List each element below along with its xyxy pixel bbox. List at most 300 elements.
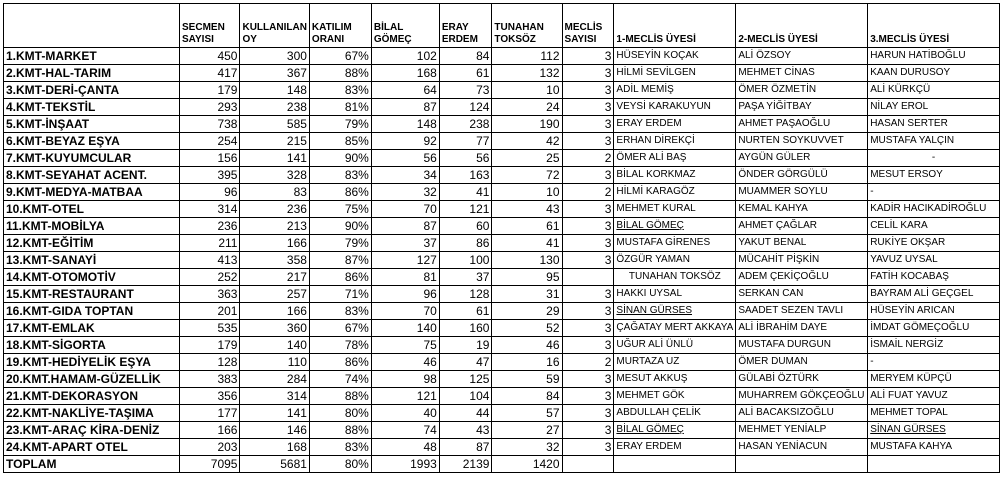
table-row xyxy=(4,303,1000,320)
cell-uye1: MESUT AKKUŞ xyxy=(614,371,736,388)
cell-uye2: AYGÜN GÜLER xyxy=(736,150,868,167)
cell-eray: 47 xyxy=(439,354,492,371)
cell-kullanilan: 238 xyxy=(240,99,309,116)
cell-meclis: 3 xyxy=(562,116,614,133)
table-row xyxy=(4,82,1000,99)
cell-bilal: 32 xyxy=(371,184,439,201)
cell-kullanilan: 300 xyxy=(240,48,309,65)
cell-kullanilan: 148 xyxy=(240,82,309,99)
cell-uye2: ÖMER ÖZMETİN xyxy=(736,82,868,99)
cell-uye3: FATİH KOCABAŞ xyxy=(868,269,1000,286)
cell-bilal: 64 xyxy=(371,82,439,99)
cell-name: 3.KMT-DERİ-ÇANTA xyxy=(4,82,180,99)
table-row xyxy=(4,218,1000,235)
table-row xyxy=(4,184,1000,201)
cell-name: 23.KMT-ARAÇ KİRA-DENİZ xyxy=(4,422,180,439)
cell-kullanilan: 215 xyxy=(240,133,309,150)
cell-kullanilan: 360 xyxy=(240,320,309,337)
table-row xyxy=(4,354,1000,371)
cell-uye2: MUAMMER SOYLU xyxy=(736,184,868,201)
cell-meclis: 3 xyxy=(562,167,614,184)
cell-meclis: 3 xyxy=(562,65,614,82)
cell-eray: 43 xyxy=(439,422,492,439)
header-tunahan: TUNAHAN TOKSÖZ xyxy=(492,4,562,48)
cell-katilim: 90% xyxy=(309,150,371,167)
cell-eray: 100 xyxy=(439,252,492,269)
cell-tunahan: 57 xyxy=(492,405,562,422)
cell-uye2: ALİ İBRAHİM DAYE xyxy=(736,320,868,337)
cell-uye2: AHMET ÇAĞLAR xyxy=(736,218,868,235)
cell-tunahan: 61 xyxy=(492,218,562,235)
cell-katilim: 74% xyxy=(309,371,371,388)
cell-uye1: ABDULLAH ÇELİK xyxy=(614,405,736,422)
header-uye2: 2-MECLİS ÜYESİ xyxy=(736,4,868,48)
cell-kullanilan: 284 xyxy=(240,371,309,388)
cell-eray: 84 xyxy=(439,48,492,65)
cell-name: 10.KMT-OTEL xyxy=(4,201,180,218)
cell-kullanilan: 358 xyxy=(240,252,309,269)
cell-katilim: 88% xyxy=(309,422,371,439)
cell-uye1: BİLAL GÖMEÇ xyxy=(614,422,736,439)
cell-bilal: 81 xyxy=(371,269,439,286)
cell-uye1: HÜSEYİN KOÇAK xyxy=(614,48,736,65)
cell-bilal: 75 xyxy=(371,337,439,354)
total-uye3 xyxy=(868,456,1000,473)
cell-uye2: SERKAN CAN xyxy=(736,286,868,303)
cell-meclis: 3 xyxy=(562,422,614,439)
table-row xyxy=(4,201,1000,218)
cell-bilal: 37 xyxy=(371,235,439,252)
cell-secmen: 738 xyxy=(180,116,240,133)
cell-meclis: 3 xyxy=(562,371,614,388)
cell-eray: 125 xyxy=(439,371,492,388)
cell-kullanilan: 166 xyxy=(240,303,309,320)
cell-meclis: 3 xyxy=(562,388,614,405)
cell-bilal: 127 xyxy=(371,252,439,269)
cell-tunahan: 24 xyxy=(492,99,562,116)
cell-tunahan: 42 xyxy=(492,133,562,150)
cell-secmen: 96 xyxy=(180,184,240,201)
cell-katilim: 83% xyxy=(309,167,371,184)
cell-secmen: 201 xyxy=(180,303,240,320)
cell-secmen: 314 xyxy=(180,201,240,218)
cell-name: 17.KMT-EMLAK xyxy=(4,320,180,337)
cell-meclis: 3 xyxy=(562,439,614,456)
cell-katilim: 83% xyxy=(309,82,371,99)
cell-kullanilan: 236 xyxy=(240,201,309,218)
cell-uye1: ERAY ERDEM xyxy=(614,439,736,456)
cell-eray: 121 xyxy=(439,201,492,218)
total-meclis xyxy=(562,456,614,473)
cell-uye2: ADEM ÇEKİÇOĞLU xyxy=(736,269,868,286)
table-body xyxy=(4,48,1000,456)
cell-uye1: ÇAĞATAY MERT AKKAYA xyxy=(614,320,736,337)
cell-meclis: 2 xyxy=(562,150,614,167)
cell-kullanilan: 146 xyxy=(240,422,309,439)
total-tunahan: 1420 xyxy=(492,456,562,473)
table-row xyxy=(4,150,1000,167)
cell-uye2: ALİ ÖZSOY xyxy=(736,48,868,65)
cell-meclis: 3 xyxy=(562,218,614,235)
table-row xyxy=(4,252,1000,269)
cell-uye1: UĞUR ALİ ÜNLÜ xyxy=(614,337,736,354)
cell-eray: 19 xyxy=(439,337,492,354)
cell-uye1: ERHAN DİREKÇİ xyxy=(614,133,736,150)
cell-secmen: 179 xyxy=(180,82,240,99)
cell-eray: 238 xyxy=(439,116,492,133)
cell-name: 1.KMT-MARKET xyxy=(4,48,180,65)
cell-uye3: MUSTAFA YALÇIN xyxy=(868,133,1000,150)
table-row xyxy=(4,65,1000,82)
cell-uye2: MEHMET CİNAS xyxy=(736,65,868,82)
cell-katilim: 87% xyxy=(309,252,371,269)
cell-secmen: 203 xyxy=(180,439,240,456)
cell-eray: 77 xyxy=(439,133,492,150)
cell-eray: 37 xyxy=(439,269,492,286)
cell-name: 20.KMT.HAMAM-GÜZELLİK xyxy=(4,371,180,388)
cell-meclis: 3 xyxy=(562,286,614,303)
cell-uye1: TUNAHAN TOKSÖZ xyxy=(614,269,736,286)
cell-meclis: 3 xyxy=(562,82,614,99)
cell-katilim: 79% xyxy=(309,235,371,252)
cell-katilim: 85% xyxy=(309,133,371,150)
table-row xyxy=(4,235,1000,252)
cell-secmen: 179 xyxy=(180,337,240,354)
cell-eray: 104 xyxy=(439,388,492,405)
cell-uye2: MEHMET YENİALP xyxy=(736,422,868,439)
cell-uye2: YAKUT BENAL xyxy=(736,235,868,252)
cell-secmen: 417 xyxy=(180,65,240,82)
table-row xyxy=(4,286,1000,303)
cell-uye3: - xyxy=(868,184,1000,201)
cell-uye1: MEHMET GÖK xyxy=(614,388,736,405)
cell-secmen: 363 xyxy=(180,286,240,303)
cell-bilal: 70 xyxy=(371,303,439,320)
header-eray: ERAY ERDEM xyxy=(439,4,492,48)
cell-uye2: MUSTAFA DURGUN xyxy=(736,337,868,354)
cell-uye3: - xyxy=(868,354,1000,371)
cell-secmen: 535 xyxy=(180,320,240,337)
cell-secmen: 254 xyxy=(180,133,240,150)
cell-secmen: 166 xyxy=(180,422,240,439)
cell-eray: 56 xyxy=(439,150,492,167)
cell-uye3: HASAN SERTER xyxy=(868,116,1000,133)
cell-meclis: 3 xyxy=(562,252,614,269)
cell-tunahan: 132 xyxy=(492,65,562,82)
cell-name: 21.KMT-DEKORASYON xyxy=(4,388,180,405)
cell-bilal: 92 xyxy=(371,133,439,150)
cell-uye3: MUSTAFA KAHYA xyxy=(868,439,1000,456)
cell-kullanilan: 328 xyxy=(240,167,309,184)
table-row xyxy=(4,337,1000,354)
cell-eray: 163 xyxy=(439,167,492,184)
cell-tunahan: 31 xyxy=(492,286,562,303)
cell-katilim: 88% xyxy=(309,65,371,82)
cell-kullanilan: 83 xyxy=(240,184,309,201)
cell-bilal: 34 xyxy=(371,167,439,184)
total-bilal: 1993 xyxy=(371,456,439,473)
cell-uye2: ÖMER DUMAN xyxy=(736,354,868,371)
cell-name: 18.KMT-SİGORTA xyxy=(4,337,180,354)
cell-uye3: MERYEM KÜPÇÜ xyxy=(868,371,1000,388)
cell-kullanilan: 141 xyxy=(240,405,309,422)
cell-uye3: MEHMET TOPAL xyxy=(868,405,1000,422)
cell-bilal: 46 xyxy=(371,354,439,371)
cell-tunahan: 112 xyxy=(492,48,562,65)
cell-bilal: 40 xyxy=(371,405,439,422)
cell-name: 9.KMT-MEDYA-MATBAA xyxy=(4,184,180,201)
cell-eray: 87 xyxy=(439,439,492,456)
cell-uye1: HİLMİ KARAGÖZ xyxy=(614,184,736,201)
table-row xyxy=(4,439,1000,456)
total-uye2 xyxy=(736,456,868,473)
cell-katilim: 75% xyxy=(309,201,371,218)
cell-name: 5.KMT-İNŞAAT xyxy=(4,116,180,133)
cell-tunahan: 84 xyxy=(492,388,562,405)
cell-secmen: 156 xyxy=(180,150,240,167)
cell-meclis: 2 xyxy=(562,184,614,201)
cell-uye1: ÖZGÜR YAMAN xyxy=(614,252,736,269)
cell-name: 15.KMT-RESTAURANT xyxy=(4,286,180,303)
cell-tunahan: 25 xyxy=(492,150,562,167)
cell-bilal: 56 xyxy=(371,150,439,167)
cell-tunahan: 72 xyxy=(492,167,562,184)
table-row xyxy=(4,99,1000,116)
cell-katilim: 86% xyxy=(309,269,371,286)
cell-tunahan: 16 xyxy=(492,354,562,371)
cell-uye2: MUHARREM GÖKÇEOĞLU xyxy=(736,388,868,405)
header-name xyxy=(4,4,180,48)
cell-uye2: AHMET PAŞAOĞLU xyxy=(736,116,868,133)
cell-bilal: 70 xyxy=(371,201,439,218)
cell-katilim: 86% xyxy=(309,354,371,371)
cell-secmen: 395 xyxy=(180,167,240,184)
cell-name: 4.KMT-TEKSTİL xyxy=(4,99,180,116)
table-row xyxy=(4,167,1000,184)
cell-eray: 128 xyxy=(439,286,492,303)
cell-uye2: GÜLABİ ÖZTÜRK xyxy=(736,371,868,388)
cell-name: 13.KMT-SANAYİ xyxy=(4,252,180,269)
cell-meclis: 2 xyxy=(562,354,614,371)
cell-meclis: 3 xyxy=(562,48,614,65)
cell-uye2: HASAN YENİACUN xyxy=(736,439,868,456)
cell-uye3: HARUN HATİBOĞLU xyxy=(868,48,1000,65)
cell-bilal: 98 xyxy=(371,371,439,388)
cell-uye1: SİNAN GÜRSES xyxy=(614,303,736,320)
cell-katilim: 71% xyxy=(309,286,371,303)
total-label: TOPLAM xyxy=(4,456,180,473)
cell-kullanilan: 141 xyxy=(240,150,309,167)
cell-name: 22.KMT-NAKLİYE-TAŞIMA xyxy=(4,405,180,422)
header-secmen: SECMEN SAYISI xyxy=(180,4,240,48)
cell-bilal: 148 xyxy=(371,116,439,133)
cell-uye1: MURTAZA UZ xyxy=(614,354,736,371)
cell-secmen: 211 xyxy=(180,235,240,252)
cell-uye1: BİLAL GÖMEÇ xyxy=(614,218,736,235)
cell-uye3: NİLAY EROL xyxy=(868,99,1000,116)
cell-katilim: 88% xyxy=(309,388,371,405)
cell-secmen: 177 xyxy=(180,405,240,422)
table-row xyxy=(4,116,1000,133)
cell-bilal: 96 xyxy=(371,286,439,303)
cell-secmen: 293 xyxy=(180,99,240,116)
cell-name: 6.KMT-BEYAZ EŞYA xyxy=(4,133,180,150)
cell-tunahan: 29 xyxy=(492,303,562,320)
cell-tunahan: 52 xyxy=(492,320,562,337)
cell-kullanilan: 217 xyxy=(240,269,309,286)
cell-kullanilan: 367 xyxy=(240,65,309,82)
cell-uye2: ÖNDER GÖRGÜLÜ xyxy=(736,167,868,184)
cell-meclis: 3 xyxy=(562,133,614,150)
cell-katilim: 90% xyxy=(309,218,371,235)
cell-uye2: PAŞA YİĞİTBAY xyxy=(736,99,868,116)
cell-tunahan: 43 xyxy=(492,201,562,218)
cell-uye2: KEMAL KAHYA xyxy=(736,201,868,218)
cell-katilim: 67% xyxy=(309,320,371,337)
cell-meclis: 3 xyxy=(562,320,614,337)
cell-uye2: SAADET SEZEN TAVLI xyxy=(736,303,868,320)
cell-eray: 160 xyxy=(439,320,492,337)
cell-kullanilan: 110 xyxy=(240,354,309,371)
cell-kullanilan: 140 xyxy=(240,337,309,354)
cell-uye1: HAKKI UYSAL xyxy=(614,286,736,303)
election-results-table xyxy=(3,3,1000,473)
table-row xyxy=(4,133,1000,150)
cell-eray: 124 xyxy=(439,99,492,116)
header-uye1: 1-MECLİS ÜYESİ xyxy=(614,4,736,48)
cell-meclis xyxy=(562,269,614,286)
cell-kullanilan: 166 xyxy=(240,235,309,252)
cell-katilim: 78% xyxy=(309,337,371,354)
header-meclis: MECLİS SAYISI xyxy=(562,4,614,48)
cell-katilim: 67% xyxy=(309,48,371,65)
cell-eray: 60 xyxy=(439,218,492,235)
cell-eray: 86 xyxy=(439,235,492,252)
cell-tunahan: 10 xyxy=(492,184,562,201)
cell-bilal: 121 xyxy=(371,388,439,405)
cell-secmen: 383 xyxy=(180,371,240,388)
cell-uye2: ALİ BACAKSIZOĞLU xyxy=(736,405,868,422)
cell-kullanilan: 213 xyxy=(240,218,309,235)
cell-uye3: KAAN DURUSOY xyxy=(868,65,1000,82)
cell-uye1: MUSTAFA GİRENES xyxy=(614,235,736,252)
cell-kullanilan: 257 xyxy=(240,286,309,303)
table-row xyxy=(4,422,1000,439)
cell-uye3: ALİ FUAT YAVUZ xyxy=(868,388,1000,405)
cell-uye3: İSMAİL NERGİZ xyxy=(868,337,1000,354)
cell-name: 8.KMT-SEYAHAT ACENT. xyxy=(4,167,180,184)
cell-tunahan: 130 xyxy=(492,252,562,269)
cell-meclis: 3 xyxy=(562,337,614,354)
cell-meclis: 3 xyxy=(562,405,614,422)
cell-tunahan: 32 xyxy=(492,439,562,456)
cell-secmen: 450 xyxy=(180,48,240,65)
cell-name: 2.KMT-HAL-TARIM xyxy=(4,65,180,82)
header-kullanilan: KULLANILAN OY xyxy=(240,4,309,48)
total-secmen: 7095 xyxy=(180,456,240,473)
cell-kullanilan: 585 xyxy=(240,116,309,133)
total-katilim: 80% xyxy=(309,456,371,473)
table-row xyxy=(4,48,1000,65)
cell-meclis: 3 xyxy=(562,303,614,320)
cell-uye3: - xyxy=(868,150,1000,167)
cell-bilal: 48 xyxy=(371,439,439,456)
cell-tunahan: 95 xyxy=(492,269,562,286)
cell-name: 16.KMT-GIDA TOPTAN xyxy=(4,303,180,320)
cell-uye3: RUKİYE OKŞAR xyxy=(868,235,1000,252)
cell-uye3: CELİL KARA xyxy=(868,218,1000,235)
cell-bilal: 102 xyxy=(371,48,439,65)
cell-uye3: HÜSEYİN ARICAN xyxy=(868,303,1000,320)
cell-name: 7.KMT-KUYUMCULAR xyxy=(4,150,180,167)
cell-katilim: 81% xyxy=(309,99,371,116)
cell-kullanilan: 314 xyxy=(240,388,309,405)
cell-uye1: MEHMET KURAL xyxy=(614,201,736,218)
cell-uye1: ADİL MEMİŞ xyxy=(614,82,736,99)
total-eray: 2139 xyxy=(439,456,492,473)
cell-tunahan: 41 xyxy=(492,235,562,252)
header-katilim: KATILIM ORANI xyxy=(309,4,371,48)
cell-name: 11.KMT-MOBİLYA xyxy=(4,218,180,235)
cell-name: 12.KMT-EĞİTİM xyxy=(4,235,180,252)
cell-uye3: YAVUZ UYSAL xyxy=(868,252,1000,269)
table-row xyxy=(4,320,1000,337)
cell-uye3: BAYRAM ALİ GEÇGEL xyxy=(868,286,1000,303)
cell-secmen: 413 xyxy=(180,252,240,269)
table-row xyxy=(4,269,1000,286)
cell-bilal: 87 xyxy=(371,99,439,116)
cell-eray: 44 xyxy=(439,405,492,422)
cell-katilim: 80% xyxy=(309,405,371,422)
header-uye3: 3.MECLİS ÜYESİ xyxy=(868,4,1000,48)
total-kullanilan: 5681 xyxy=(240,456,309,473)
cell-tunahan: 59 xyxy=(492,371,562,388)
cell-tunahan: 10 xyxy=(492,82,562,99)
cell-uye3: SİNAN GÜRSES xyxy=(868,422,1000,439)
cell-uye1: VEYSİ KARAKUYUN xyxy=(614,99,736,116)
cell-katilim: 86% xyxy=(309,184,371,201)
cell-name: 19.KMT-HEDİYELİK EŞYA xyxy=(4,354,180,371)
cell-uye3: KADİR HACIKADİROĞLU xyxy=(868,201,1000,218)
cell-katilim: 79% xyxy=(309,116,371,133)
cell-eray: 61 xyxy=(439,65,492,82)
cell-eray: 73 xyxy=(439,82,492,99)
table-row xyxy=(4,405,1000,422)
cell-uye3: ALİ KÜRKÇÜ xyxy=(868,82,1000,99)
cell-uye1: ÖMER ALİ BAŞ xyxy=(614,150,736,167)
cell-eray: 61 xyxy=(439,303,492,320)
cell-bilal: 74 xyxy=(371,422,439,439)
cell-tunahan: 27 xyxy=(492,422,562,439)
cell-bilal: 168 xyxy=(371,65,439,82)
cell-kullanilan: 168 xyxy=(240,439,309,456)
cell-secmen: 128 xyxy=(180,354,240,371)
cell-katilim: 83% xyxy=(309,303,371,320)
cell-uye2: NURTEN SOYKUVVET xyxy=(736,133,868,150)
cell-uye1: ERAY ERDEM xyxy=(614,116,736,133)
table-row xyxy=(4,388,1000,405)
total-uye1 xyxy=(614,456,736,473)
cell-uye2: MÜCAHİT PİŞKİN xyxy=(736,252,868,269)
cell-meclis: 3 xyxy=(562,201,614,218)
cell-uye1: BİLAL KORKMAZ xyxy=(614,167,736,184)
cell-tunahan: 190 xyxy=(492,116,562,133)
cell-name: 14.KMT-OTOMOTİV xyxy=(4,269,180,286)
cell-katilim: 83% xyxy=(309,439,371,456)
cell-secmen: 252 xyxy=(180,269,240,286)
cell-secmen: 356 xyxy=(180,388,240,405)
cell-uye1: HİLMİ SEVİLGEN xyxy=(614,65,736,82)
